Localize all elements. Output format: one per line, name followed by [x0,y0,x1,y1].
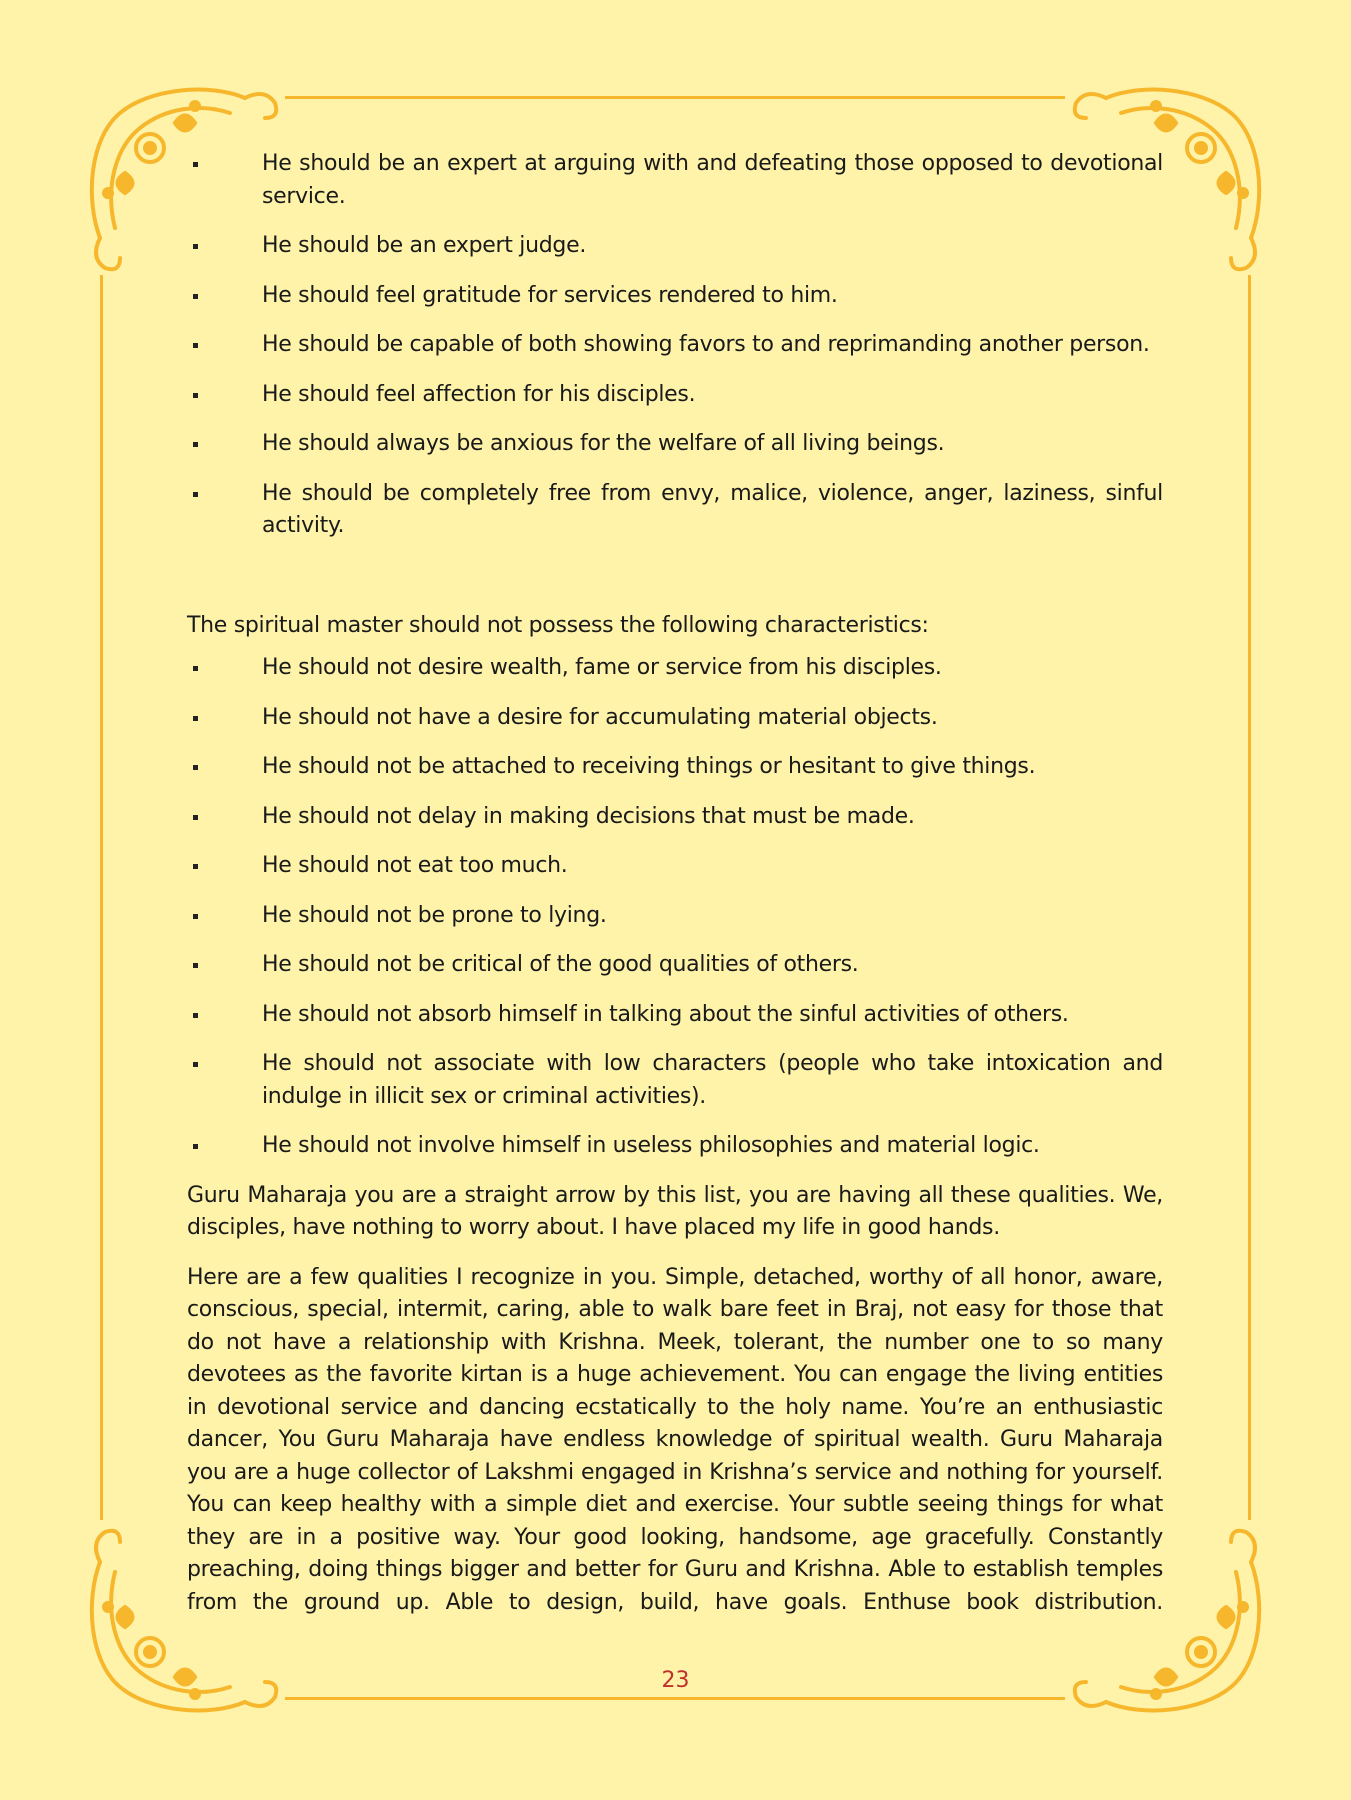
bullet-icon [193,963,198,968]
list-item: He should not desire wealth, fame or service from his disciples. [187,652,1163,685]
list-item: He should not be prone to lying. [187,900,1163,933]
frame-top-border [285,96,1065,99]
bullet-icon [193,343,198,348]
list-item: He should be completely free from envy, malice, violence, anger, laziness, sinful activity. [187,478,1163,543]
list-item: He should not have a desire for accumulating material objects. [187,702,1163,735]
paragraph: Guru Maharaja you are a straight arrow by this list, you are having all these qualities. We, disciples, have nothing to worry about. I have placed my life in good hands. [187,1182,1163,1240]
list-item: He should not absorb himself in talking about the sinful activities of others. [187,999,1163,1032]
bullet-icon [193,914,198,919]
list-item: He should not be critical of the good qualities of others. [187,949,1163,982]
bullet-icon [193,162,198,167]
paragraph: Here are a few qualities I recognize in you. Simple, detached, worthy of all honor, aware, conscious, special, intermit, caring, able to walk bare feet in Braj, not easy for those that do not have a relationship with Krishna. Meek, tolerant, the number one to so many devotees as the favorite kirtan is a huge achievement. You can engage the living entities in devotional service and dancing ecstatically to the holy name. You’re an enthusiastic dancer, You Guru Maharaja have endless knowledge of spiritual wealth. Guru Maharaja you are a huge collector of Lakshmi engaged in Krishna’s service and nothing for yourself. You can keep healthy with a simple diet and exercise. Your subtle seeing things for what they are in a positive way. Your good looking, handsome, age gracefully. Constantly preaching, doing things bigger and better for Guru and Krishna. Able to establish temples from the ground up. Able to design, build, have goals. Enthuse book distribution. [187,1264,1163,1615]
page-content [187,148,1163,1636]
bullet-icon [193,1144,198,1149]
bullet-icon [193,666,198,671]
list-item: He should always be anxious for the welfare of all living beings. [187,428,1163,461]
list-item: He should feel gratitude for services rendered to him. [187,280,1163,313]
bullet-icon [193,765,198,770]
bullet-icon [193,864,198,869]
page-number: 23 [661,1668,690,1693]
list-item: He should be an expert at arguing with and defeating those opposed to devotional service. [187,148,1163,213]
list-item: He should not be attached to receiving things or hesitant to give things. [187,751,1163,784]
bullet-icon [193,442,198,447]
bullet-icon [193,393,198,398]
list-item: He should not delay in making decisions that must be made. [187,801,1163,834]
bullet-icon [193,716,198,721]
list-item: He should not associate with low characters (people who take intoxication and indulge in illicit sex or criminal activities). [187,1048,1163,1113]
bullet-icon [193,244,198,249]
bullet-icon [193,1062,198,1067]
bullet-icon [193,492,198,497]
list-item: He should not eat too much. [187,850,1163,883]
frame-bottom-border [285,1697,1065,1700]
frame-right-border [1248,275,1251,1520]
list-item: He should be an expert judge. [187,230,1163,263]
list-item: He should not involve himself in useless philosophies and material logic. [187,1130,1163,1163]
not-possess-intro: The spiritual master should not possess the following characteristics: [187,612,929,638]
not-possess-list [187,652,1163,1163]
list-item: He should be capable of both showing favors to and reprimanding another person. [187,329,1163,362]
qualities-list [187,148,1163,543]
bullet-icon [193,1013,198,1018]
bullet-icon [193,815,198,820]
frame-left-border [100,275,103,1520]
bullet-icon [193,294,198,299]
list-item: He should feel affection for his disciples. [187,379,1163,412]
